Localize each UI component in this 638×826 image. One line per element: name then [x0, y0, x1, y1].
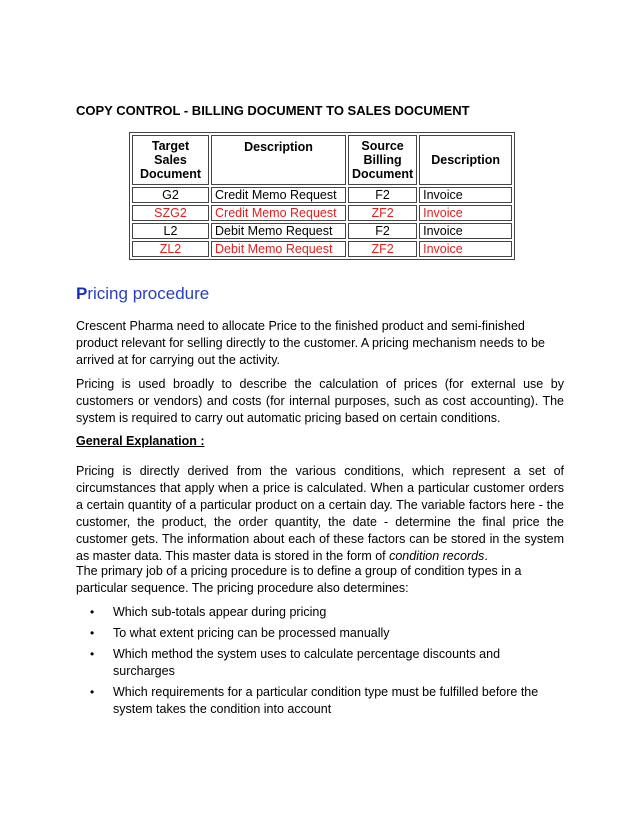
pricing-definition-paragraph: Pricing is used broadly to describe the calculation of prices (for external use by customers or vendors) and costs (for internal purposes, such as cost accounting). The system is required to carry out automatic pricing based on certain conditions. [76, 377, 564, 425]
header-target-sales-document: Target Sales Document [132, 135, 209, 185]
copy-control-table [129, 132, 515, 260]
table-row [132, 223, 512, 239]
cell-description: Debit Memo Request [211, 223, 346, 239]
cell-target: L2 [132, 223, 209, 239]
cell-source-description: Invoice [419, 187, 512, 203]
cell-target: ZL2 [132, 241, 209, 257]
header-source-billing-document: Source Billing Document [348, 135, 417, 185]
title-initial: P [76, 284, 88, 303]
cell-source: ZF2 [348, 205, 417, 221]
list-item: • Which method the system uses to calculate percentage discounts and surcharges [90, 647, 501, 678]
general-explanation-paragraph: Pricing is directly derived from the various conditions, which represent a set of circumstances that apply when a price is calculated. When a particular customer orders a certain quantity of a particular product on a certain day. The variable factors here - the customer, the product, the order quantity, the date - determine the final price the customer gets. The information about each of these factors can be stored in the system as master data. This master data is stored in the form of condition records. [76, 464, 564, 563]
list-item: • To what extent pricing can be processed manually [90, 626, 390, 640]
cell-target: SZG2 [132, 205, 209, 221]
cell-source-description: Invoice [419, 241, 512, 257]
cell-description: Credit Memo Request [211, 187, 346, 203]
condition-records-term: condition records [389, 549, 485, 563]
header-description: Description [211, 135, 346, 185]
table-header-row [132, 135, 512, 185]
table-row [132, 205, 512, 221]
cell-description: Debit Memo Request [211, 241, 346, 257]
bullet-icon: • [90, 626, 95, 640]
title-rest: ricing procedure [87, 284, 210, 303]
intro-paragraph: Crescent Pharma need to allocate Price to the finished product and semi-finished product relevant for selling directly to the customer. A pricing mechanism needs to be arrived at for carrying out the activity. [76, 319, 545, 367]
table-row [132, 187, 512, 203]
table-row [132, 241, 512, 257]
bullet-icon: • [90, 685, 95, 699]
cell-target: G2 [132, 187, 209, 203]
header-description-2: Description [419, 135, 512, 185]
general-explanation-subheading: General Explanation : [76, 434, 205, 448]
copy-control-heading: COPY CONTROL - BILLING DOCUMENT TO SALES DOCUMENT [76, 103, 470, 118]
cell-source-description: Invoice [419, 205, 512, 221]
list-item: • Which requirements for a particular condition type must be fulfilled before the system takes the condition into account [90, 685, 539, 716]
determines-list [76, 604, 564, 722]
cell-source: ZF2 [348, 241, 417, 257]
pricing-procedure-job-paragraph: The primary job of a pricing procedure is to define a group of condition types in a particular sequence. The pricing procedure also determines: [76, 564, 522, 595]
cell-description: Credit Memo Request [211, 205, 346, 221]
cell-source: F2 [348, 187, 417, 203]
pricing-procedure-title [76, 284, 209, 304]
list-item: • Which sub-totals appear during pricing [90, 605, 327, 619]
bullet-icon: • [90, 605, 95, 619]
cell-source-description: Invoice [419, 223, 512, 239]
cell-source: F2 [348, 223, 417, 239]
bullet-icon: • [90, 647, 95, 661]
